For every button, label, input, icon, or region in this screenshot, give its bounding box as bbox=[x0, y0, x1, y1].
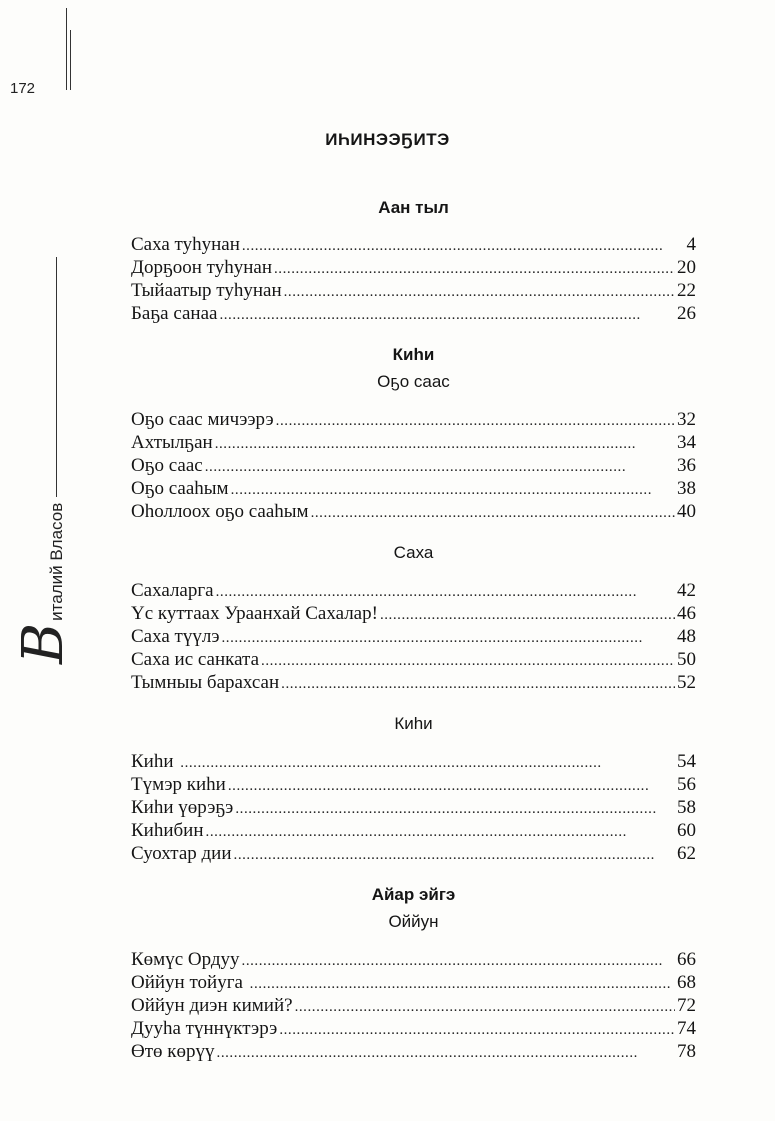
toc-entry[interactable] bbox=[131, 454, 696, 477]
running-head-rule bbox=[56, 257, 57, 497]
dot-leader bbox=[276, 410, 675, 433]
toc-entry[interactable] bbox=[131, 500, 696, 523]
toc-entry[interactable] bbox=[131, 648, 696, 671]
margin-rule-top-secondary bbox=[70, 30, 71, 90]
dot-leader bbox=[242, 950, 675, 973]
entry-title: Киһи үөрэҕэ bbox=[131, 797, 234, 818]
entry-page: 68 bbox=[677, 972, 696, 993]
entry-page: 48 bbox=[677, 626, 696, 647]
entry-page: 58 bbox=[677, 797, 696, 818]
toc-entry[interactable] bbox=[131, 671, 696, 694]
toc-entry[interactable] bbox=[131, 842, 696, 865]
entry-title: Оҕо сааһым bbox=[131, 478, 229, 499]
dot-leader bbox=[380, 604, 675, 627]
toc-entry[interactable] bbox=[131, 819, 696, 842]
dot-leader bbox=[235, 798, 675, 821]
author-name-rest: италий Власов bbox=[47, 502, 66, 621]
entry-title: Сахаларга bbox=[131, 580, 214, 601]
entry-title: Баҕа санаа bbox=[131, 303, 218, 324]
margin-rule-top bbox=[66, 8, 67, 90]
entry-page: 78 bbox=[677, 1041, 696, 1062]
entry-title: Тымныы барахсан bbox=[131, 672, 280, 693]
toc-entry[interactable] bbox=[131, 302, 696, 325]
dot-leader bbox=[242, 235, 685, 258]
entry-page: 32 bbox=[677, 409, 696, 430]
entry-title: Саха түүлэ bbox=[131, 626, 220, 647]
entry-title: Дууһа түннүктэрэ bbox=[131, 1018, 278, 1039]
author-initial: В bbox=[11, 622, 76, 664]
dot-leader bbox=[261, 650, 675, 673]
toc-entry[interactable] bbox=[131, 773, 696, 796]
dot-leader bbox=[219, 304, 675, 327]
entry-title: Саха туһунан bbox=[131, 234, 240, 255]
toc-entry[interactable] bbox=[131, 1040, 696, 1063]
toc-entry[interactable] bbox=[131, 579, 696, 602]
subsection-title: Саха bbox=[393, 543, 434, 562]
entry-title: Киһи bbox=[131, 751, 179, 772]
dot-leader bbox=[295, 996, 675, 1019]
entry-page: 66 bbox=[677, 949, 696, 970]
entry-title: Оҕо саас мичээрэ bbox=[131, 409, 274, 430]
entry-list bbox=[131, 408, 696, 523]
entry-page: 62 bbox=[677, 843, 696, 864]
entry-title: Саха ис санката bbox=[131, 649, 260, 670]
entry-list bbox=[131, 750, 696, 865]
toc-entry[interactable] bbox=[131, 796, 696, 819]
entry-page: 74 bbox=[677, 1018, 696, 1039]
dot-leader bbox=[250, 973, 675, 996]
dot-leader bbox=[180, 752, 675, 775]
entry-page: 36 bbox=[677, 455, 696, 476]
toc-title: ИҺИНЭЭҔИТЭ bbox=[325, 130, 450, 149]
entry-page: 20 bbox=[677, 257, 696, 278]
dot-leader bbox=[205, 456, 675, 479]
entry-title: Тыйаатыр туһунан bbox=[131, 280, 282, 301]
entry-title: Оййун диэн кимий? bbox=[131, 995, 293, 1016]
toc-entry[interactable] bbox=[131, 256, 696, 279]
dot-leader bbox=[311, 502, 675, 525]
entry-page: 56 bbox=[677, 774, 696, 795]
toc-entry[interactable] bbox=[131, 750, 696, 773]
toc-entry[interactable] bbox=[131, 948, 696, 971]
entry-title: Суохтар дии bbox=[131, 843, 232, 864]
dot-leader bbox=[231, 479, 675, 502]
dot-leader bbox=[217, 1042, 675, 1065]
toc-entry[interactable] bbox=[131, 625, 696, 648]
entry-page: 38 bbox=[677, 478, 696, 499]
entry-title: Оййун тойуга bbox=[131, 972, 248, 993]
entry-title: Өтө көрүү bbox=[131, 1041, 215, 1062]
toc-entry[interactable] bbox=[131, 602, 696, 625]
entry-list bbox=[131, 233, 696, 325]
entry-page: 26 bbox=[677, 303, 696, 324]
section-title: Киһи bbox=[392, 345, 435, 364]
entry-title: Оһоллоох оҕо сааһым bbox=[131, 501, 309, 522]
section-title: Аан тыл bbox=[378, 198, 449, 217]
dot-leader bbox=[216, 581, 675, 604]
subsection-title: Киһи bbox=[394, 714, 433, 733]
entry-title: Түмэр киһи bbox=[131, 774, 226, 795]
dot-leader bbox=[274, 258, 675, 281]
toc-entry[interactable] bbox=[131, 1017, 696, 1040]
entry-page: 22 bbox=[677, 280, 696, 301]
dot-leader bbox=[234, 844, 675, 867]
toc-entry[interactable] bbox=[131, 233, 696, 256]
dot-leader bbox=[228, 775, 675, 798]
entry-page: 46 bbox=[677, 603, 696, 624]
entry-page: 34 bbox=[677, 432, 696, 453]
dot-leader bbox=[281, 673, 675, 696]
entry-title: Дорҕоон туһунан bbox=[131, 257, 272, 278]
dot-leader bbox=[279, 1019, 675, 1042]
entry-title: Көмүс Ордуу bbox=[131, 949, 240, 970]
entry-list bbox=[131, 579, 696, 694]
dot-leader bbox=[206, 821, 675, 844]
entry-page: 60 bbox=[677, 820, 696, 841]
toc-entry[interactable] bbox=[131, 994, 696, 1017]
toc-entry[interactable] bbox=[131, 477, 696, 500]
entry-page: 4 bbox=[686, 234, 696, 255]
toc-entry[interactable] bbox=[131, 431, 696, 454]
toc-entry[interactable] bbox=[131, 279, 696, 302]
entry-title: Киһибин bbox=[131, 820, 204, 841]
entry-page: 42 bbox=[677, 580, 696, 601]
entry-list bbox=[131, 948, 696, 1063]
dot-leader bbox=[215, 433, 675, 456]
section-title: Айар эйгэ bbox=[371, 885, 456, 904]
dot-leader bbox=[221, 627, 675, 650]
toc-entry[interactable] bbox=[131, 408, 696, 431]
entry-page: 40 bbox=[677, 501, 696, 522]
toc-entry[interactable] bbox=[131, 971, 696, 994]
entry-page: 52 bbox=[677, 672, 696, 693]
dot-leader bbox=[284, 281, 675, 304]
entry-title: Ахтылҕан bbox=[131, 432, 213, 453]
running-head-author bbox=[11, 257, 76, 664]
subsection-title: Оҕо саас bbox=[377, 372, 450, 391]
table-of-contents bbox=[131, 194, 696, 1063]
entry-page: 50 bbox=[677, 649, 696, 670]
entry-title: Оҕо саас bbox=[131, 455, 203, 476]
entry-page: 54 bbox=[677, 751, 696, 772]
entry-page: 72 bbox=[677, 995, 696, 1016]
page-number: 172 bbox=[10, 80, 36, 97]
entry-title: Үс куттаах Ураанхай Сахалар! bbox=[131, 603, 378, 624]
subsection-title: Оййун bbox=[388, 912, 439, 931]
